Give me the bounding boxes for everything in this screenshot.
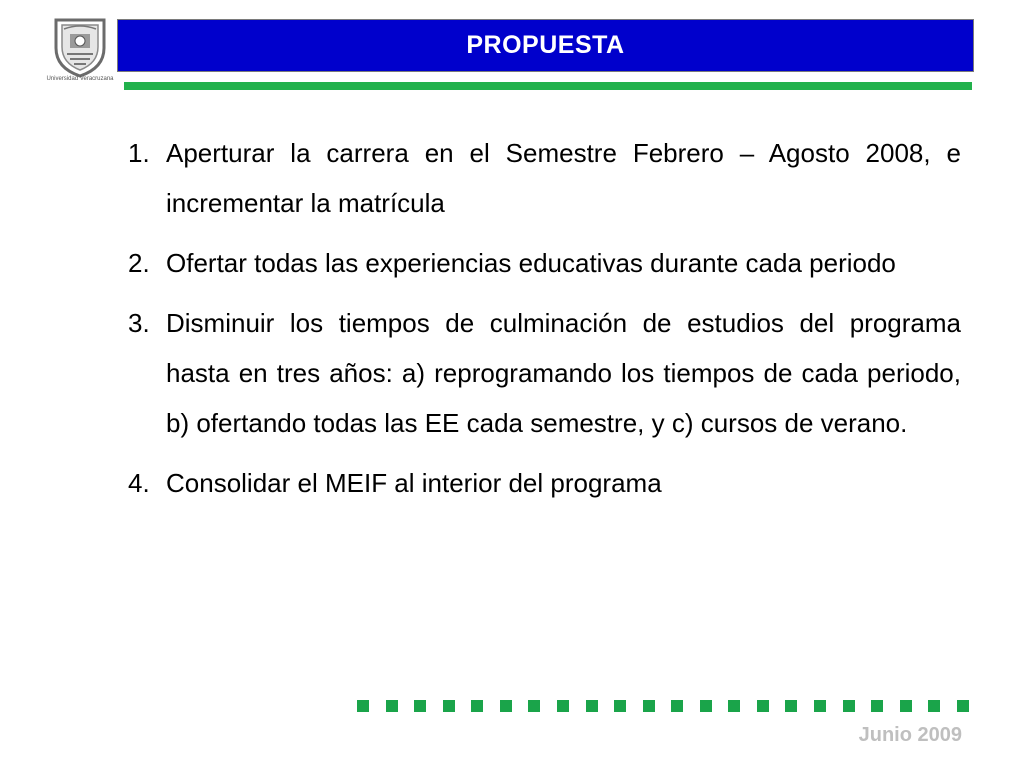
footer-square bbox=[557, 700, 569, 712]
footer-square bbox=[586, 700, 598, 712]
footer-square bbox=[871, 700, 883, 712]
list-item-number: 3. bbox=[128, 308, 150, 338]
footer-square bbox=[443, 700, 455, 712]
list-item-text: Ofertar todas las experiencias educativas durante cada periodo bbox=[166, 248, 896, 278]
proposal-list bbox=[128, 128, 961, 518]
list-item-text: Consolidar el MEIF al interior del programa bbox=[166, 468, 662, 498]
list-item bbox=[128, 238, 961, 288]
list-item bbox=[128, 128, 961, 228]
footer-date: Junio 2009 bbox=[858, 724, 962, 746]
footer-square bbox=[700, 700, 712, 712]
footer-square bbox=[728, 700, 740, 712]
list-item-number: 4. bbox=[128, 468, 150, 498]
footer-square bbox=[843, 700, 855, 712]
footer-square bbox=[785, 700, 797, 712]
footer-square bbox=[900, 700, 912, 712]
title-divider bbox=[124, 82, 972, 90]
title-bar bbox=[117, 19, 974, 72]
footer-square-row bbox=[357, 700, 969, 712]
list-item-number: 2. bbox=[128, 248, 150, 278]
list-item-number: 1. bbox=[128, 138, 150, 168]
footer-square bbox=[528, 700, 540, 712]
footer-square bbox=[386, 700, 398, 712]
list-item bbox=[128, 458, 961, 508]
footer-square bbox=[928, 700, 940, 712]
footer-square bbox=[757, 700, 769, 712]
footer-square bbox=[614, 700, 626, 712]
footer-square bbox=[471, 700, 483, 712]
footer-square bbox=[357, 700, 369, 712]
list-item bbox=[128, 298, 961, 448]
footer-square bbox=[414, 700, 426, 712]
footer-square bbox=[643, 700, 655, 712]
footer-square bbox=[957, 700, 969, 712]
footer-square bbox=[500, 700, 512, 712]
logo-caption: Universidad Veracruzana bbox=[46, 76, 114, 82]
slide-title: PROPUESTA bbox=[466, 31, 625, 59]
list-item-text: Aperturar la carrera en el Semestre Febrero – Agosto 2008, e incrementar la matrícula bbox=[166, 138, 961, 218]
footer-square bbox=[671, 700, 683, 712]
footer-square bbox=[814, 700, 826, 712]
list-item-text: Disminuir los tiempos de culminación de estudios del programa hasta en tres años: a) reprogramando los tiempos de cada periodo, b) ofertando todas las EE cada semestre, y c) cursos de verano. bbox=[166, 308, 961, 438]
